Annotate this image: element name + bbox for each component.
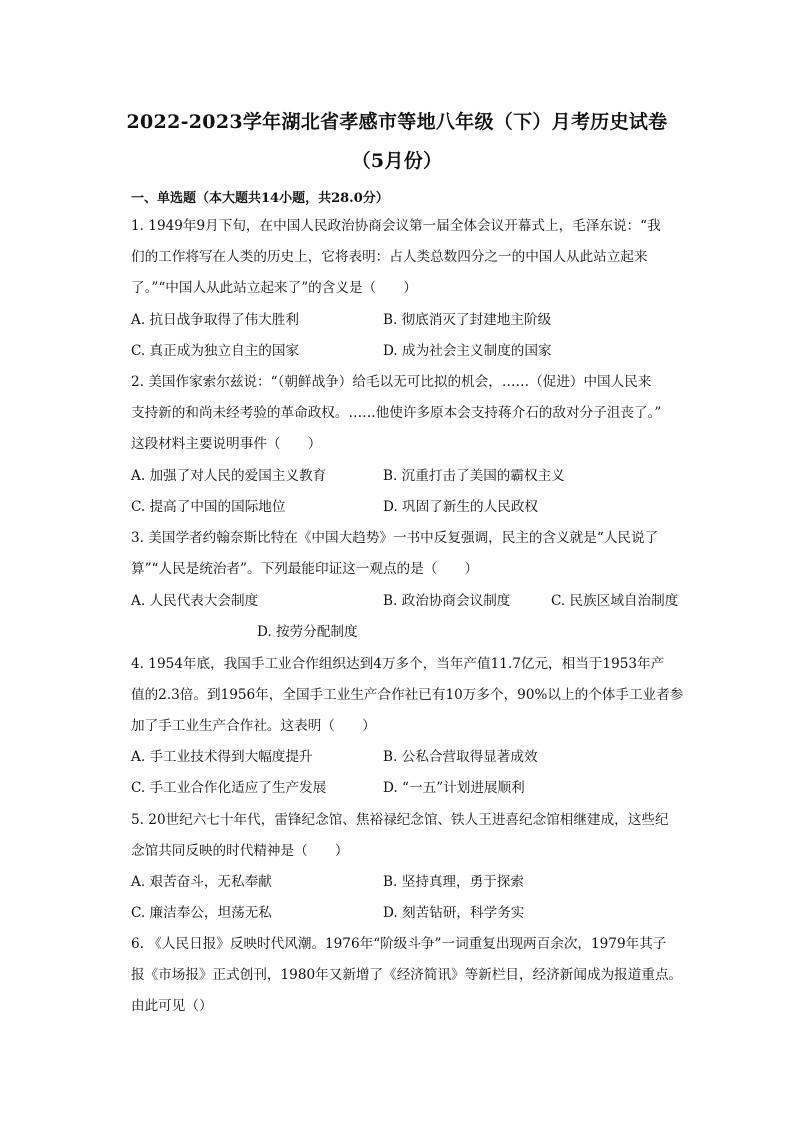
question-5-option-c[interactable]: C. 廉洁奉公，坦荡无私	[131, 905, 272, 921]
question-1-option-d[interactable]: D. 成为社会主义制度的国家	[383, 343, 552, 359]
question-5-option-d[interactable]: D. 刻苦钻研，科学务实	[383, 905, 525, 921]
question-2-line-2: 支持新的和尚未经考验的革命政权。……他使许多原本会支持蒋介石的敌对分子沮丧了。”	[131, 405, 662, 421]
question-2-option-a[interactable]: A. 加强了对人民的爱国主义教育	[131, 468, 327, 484]
question-4-option-d[interactable]: D. “一五”计划进展顺利	[383, 780, 525, 796]
question-1-line-2: 们的工作将写在人类的历史上，它将表明：占人类总数四分之一的中国人从此站立起来	[131, 249, 648, 265]
question-2-option-c[interactable]: C. 提高了中国的国际地位	[131, 499, 286, 515]
question-5-line-1: 5. 20世纪六七十年代，雷锋纪念馆、焦裕禄纪念馆、铁人王进喜纪念馆相继建成，这些纪	[131, 812, 669, 828]
question-5-option-b[interactable]: B. 坚持真理，勇于探索	[383, 874, 524, 890]
question-1-option-c[interactable]: C. 真正成为独立自主的国家	[131, 343, 300, 359]
exam-title: 2022-2023学年湖北省孝感市等地八年级（下）月考历史试卷	[126, 111, 668, 133]
question-1-option-a[interactable]: A. 抗日战争取得了伟大胜利	[131, 312, 299, 328]
question-3-option-c[interactable]: C. 民族区域自治制度	[551, 593, 679, 609]
question-3-option-d[interactable]: D. 按劳分配制度	[257, 624, 358, 640]
question-4-line-1: 4. 1954年底，我国手工业合作组织达到4万多个，当年产值11.7亿元，相当于1953年产	[131, 656, 665, 672]
question-4-line-2: 值的2.3倍。到1956年，全国手工业生产合作社已有10万多个，90%以上的个体手工业者参	[131, 687, 684, 703]
question-3-option-b[interactable]: B. 政治协商会议制度	[383, 593, 511, 609]
question-6-line-2: 报《市场报》正式创刊，1980年又新增了《经济简讯》等新栏目，经济新闻成为报道重点。	[131, 967, 683, 983]
question-2-line-3: 这段材料主要说明事件（ ）	[131, 436, 322, 452]
question-6-line-1: 6. 《人民日报》反映时代风潮。1976年“阶级斗争”一词重复出现两百余次，1979年其子	[131, 936, 667, 952]
question-2-option-d[interactable]: D. 巩固了新生的人民政权	[383, 499, 538, 515]
question-6-line-3: 由此可见（）	[131, 998, 213, 1014]
question-3-line-2: 算”“人民是统治者”。下列最能印证这一观点的是（ ）	[131, 561, 479, 577]
question-2-line-1: 2. 美国作家索尔兹说：“（朝鲜战争）给毛以无可比拟的机会，……（促进）中国人民来	[131, 374, 652, 390]
question-5-line-2: 念馆共同反映的时代精神是（ ）	[131, 843, 349, 859]
question-2-option-b[interactable]: B. 沉重打击了美国的霸权主义	[383, 468, 565, 484]
question-1-line-3: 了。”“中国人从此站立起来了”的含义是（ ）	[131, 280, 417, 296]
question-4-line-3: 加了手工业生产合作社。这表明（ ）	[131, 718, 376, 734]
question-3-line-1: 3. 美国学者约翰奈斯比特在《中国大趋势》一书中反复强调，民主的含义就是“人民说了	[131, 530, 659, 546]
question-1-option-b[interactable]: B. 彻底消灭了封建地主阶级	[383, 312, 552, 328]
question-4-option-a[interactable]: A. 手工业技术得到大幅度提升	[131, 749, 313, 765]
question-5-option-a[interactable]: A. 艰苦奋斗，无私奉献	[131, 874, 272, 890]
question-4-option-b[interactable]: B. 公私合营取得显著成效	[383, 749, 538, 765]
question-1-line-1: 1. 1949年9月下旬，在中国人民政治协商会议第一届全体会议开幕式上，毛泽东说：“我	[131, 218, 661, 234]
question-4-option-c[interactable]: C. 手工业合作化适应了生产发展	[131, 780, 327, 796]
question-3-option-a[interactable]: A. 人民代表大会制度	[131, 593, 259, 609]
exam-subtitle: （5月份）	[351, 150, 443, 172]
section-heading: 一、单选题（本大题共14小题，共28.0分）	[131, 191, 389, 206]
